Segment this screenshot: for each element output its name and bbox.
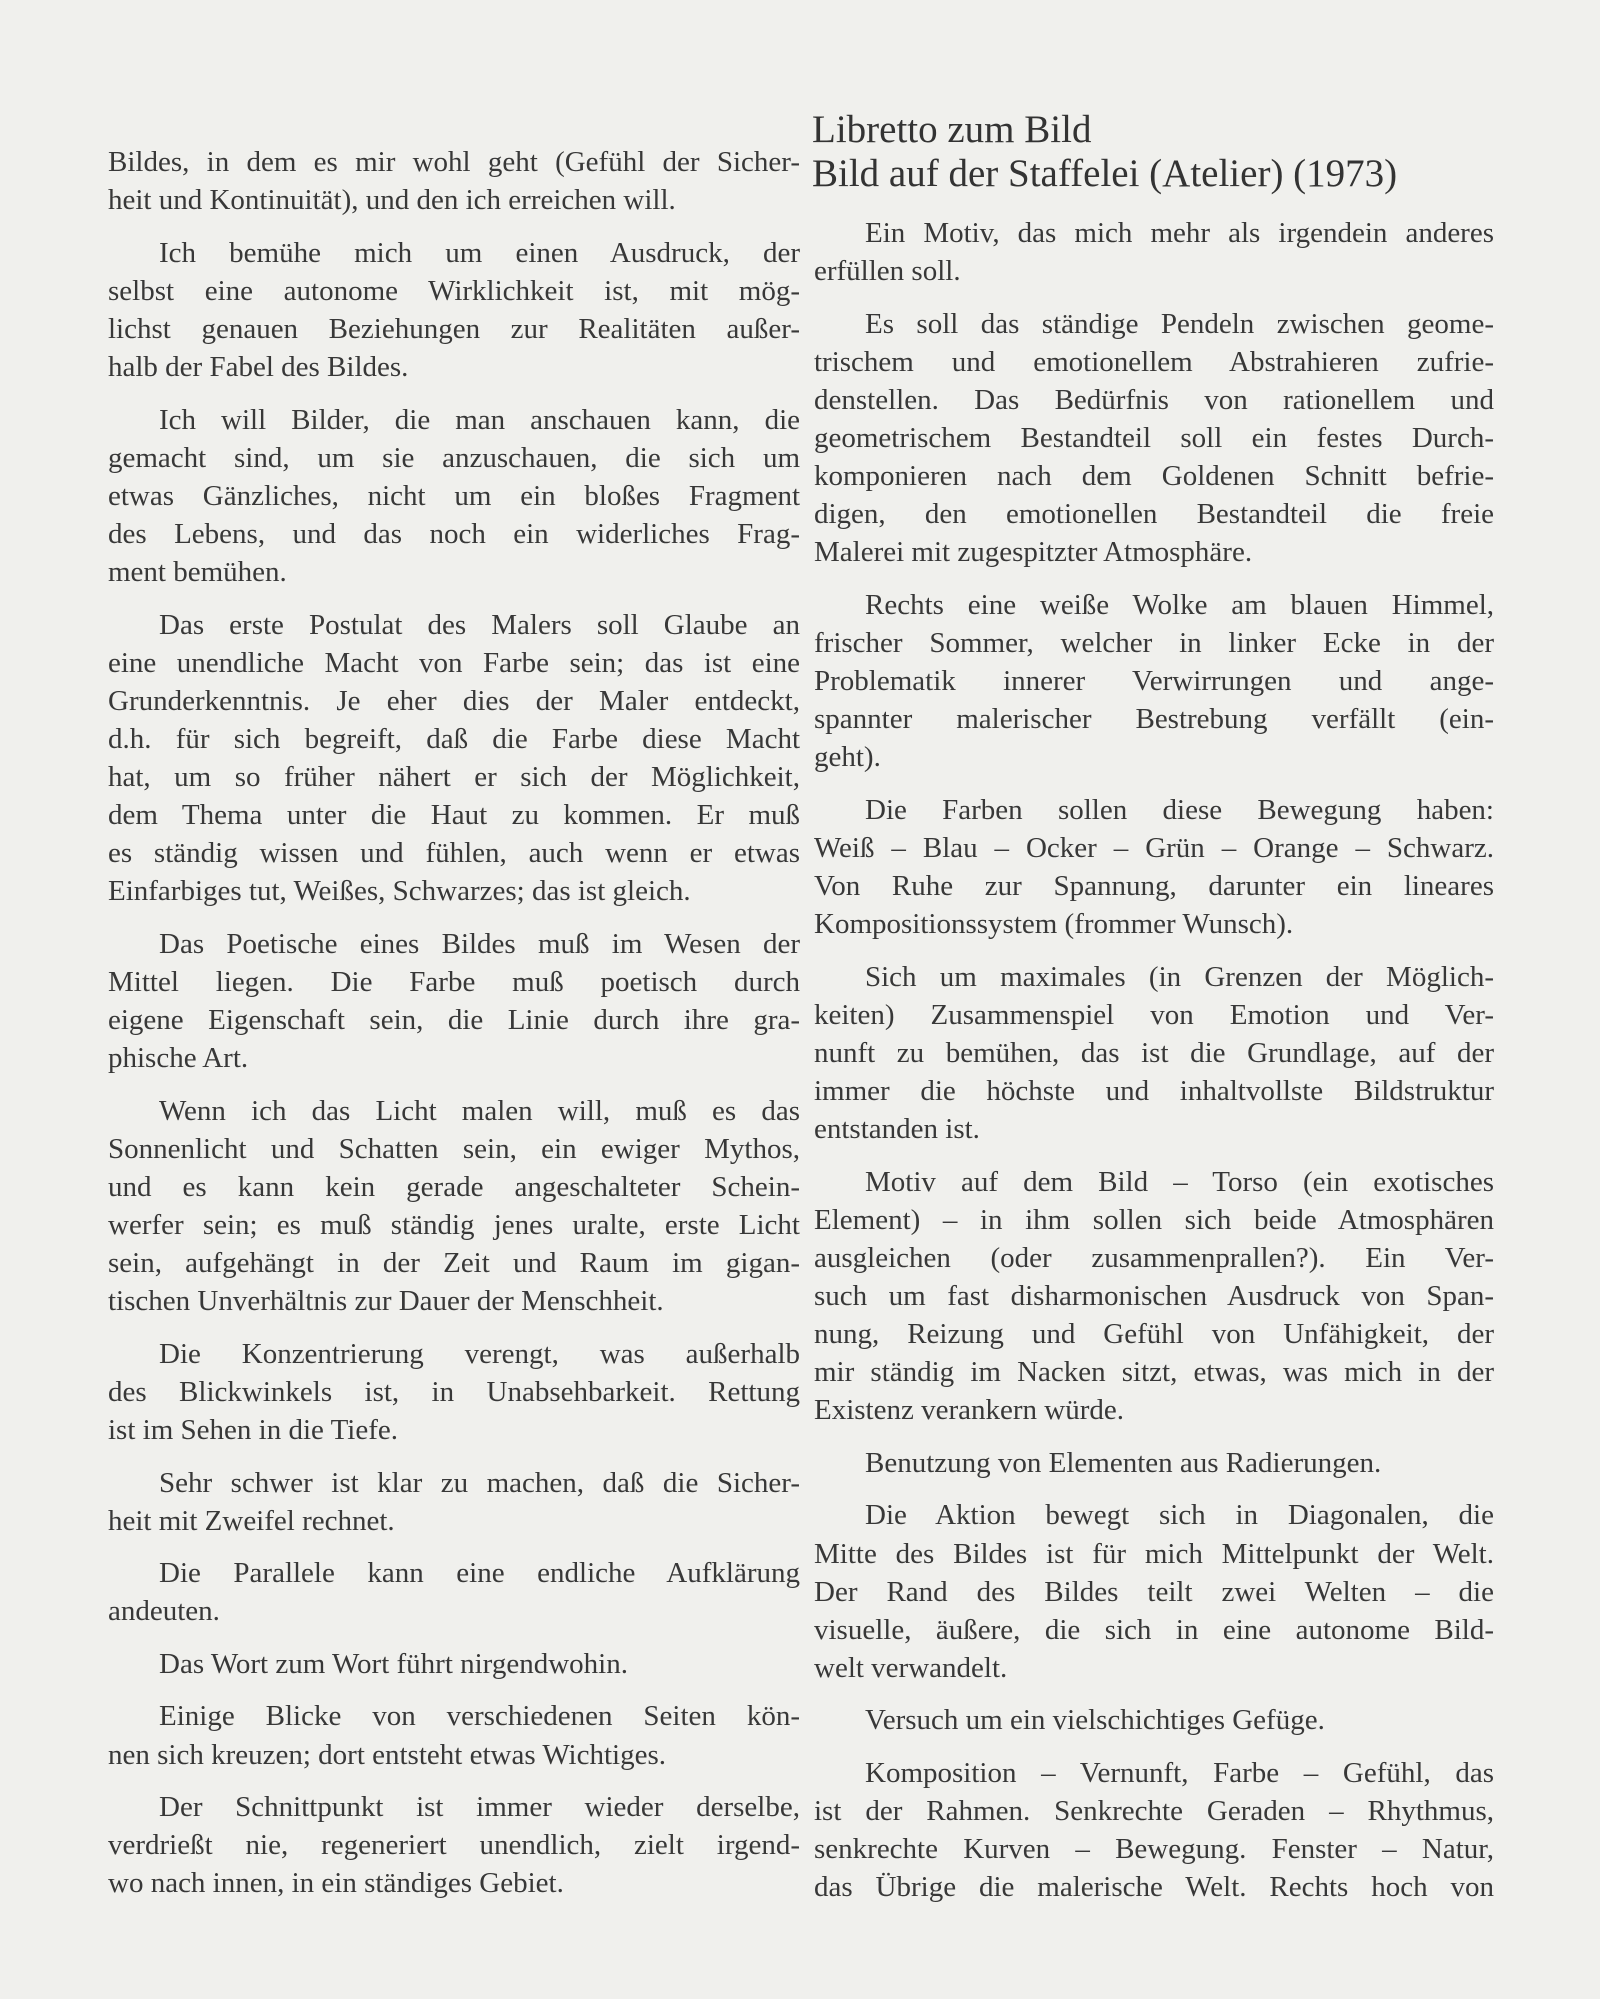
- text-line: nunft zu bemühen, das ist die Grundlage, auf der: [814, 1036, 1494, 1069]
- text-line: Sich um maximales (in Grenzen der Möglich-: [865, 960, 1494, 993]
- paragraph: [108, 143, 800, 219]
- text-line: hat, um so früher nähert er sich der Möglichkeit,: [108, 760, 800, 793]
- text-line: Einfarbiges tut, Weißes, Schwarzes; das ist gleich.: [108, 875, 691, 908]
- text-line: Versuch um ein vielschichtiges Gefüge.: [865, 1704, 1325, 1737]
- paragraph: [814, 305, 1494, 572]
- text-line: ist der Rahmen. Senkrechte Geraden – Rhythmus,: [814, 1795, 1494, 1828]
- paragraph: [108, 1092, 800, 1321]
- text-line: Weiß – Blau – Ocker – Grün – Orange – Schwarz.: [814, 831, 1494, 864]
- text-line: nen sich kreuzen; dort entsteht etwas Wichtiges.: [108, 1738, 666, 1771]
- text-line: Ich bemühe mich um einen Ausdruck, der: [159, 236, 800, 269]
- paragraph: [814, 1754, 1494, 1906]
- paragraph: [108, 1697, 800, 1773]
- paragraph: [108, 401, 800, 591]
- text-line: Grunderkenntnis. Je eher dies der Maler entdeckt,: [108, 684, 800, 717]
- paragraph: [108, 1464, 800, 1540]
- text-line: entstanden ist.: [814, 1113, 980, 1146]
- text-line: und es kann kein gerade angeschalteter Schein-: [108, 1170, 800, 1203]
- text-line: Wenn ich das Licht malen will, muß es das: [159, 1094, 800, 1127]
- text-line: keiten) Zusammenspiel von Emotion und Ver-: [814, 998, 1494, 1031]
- text-line: welt verwandelt.: [814, 1651, 1008, 1684]
- text-line: Die Farben sollen diese Bewegung haben:: [865, 793, 1494, 826]
- text-line: ausgleichen (oder zusammenprallen?). Ein Ver-: [814, 1241, 1494, 1274]
- paragraph: [814, 1163, 1494, 1430]
- text-line: Motiv auf dem Bild – Torso (ein exotisches: [865, 1165, 1494, 1198]
- paragraph: [814, 1701, 1494, 1739]
- section-title: [812, 108, 1532, 196]
- text-line: Die Aktion bewegt sich in Diagonalen, die: [865, 1499, 1494, 1532]
- text-line: Problematik innerer Verwirrungen und ange-: [814, 665, 1494, 698]
- text-line: Die Parallele kann eine endliche Aufklärung: [159, 1557, 800, 1590]
- text-line: selbst eine autonome Wirklichkeit ist, mit mög-: [108, 274, 800, 307]
- paragraph: [814, 1444, 1494, 1482]
- text-line: mir ständig im Nacken sitzt, etwas, was mich in der: [814, 1356, 1494, 1389]
- text-line: phische Art.: [108, 1042, 249, 1075]
- text-line: Existenz verankern würde.: [814, 1394, 1125, 1427]
- text-line: Mittel liegen. Die Farbe muß poetisch durch: [108, 965, 800, 998]
- text-line: geometrischem Bestandteil soll ein festes Durch-: [814, 421, 1494, 454]
- text-line: ment bemühen.: [108, 555, 287, 588]
- text-line: such um fast disharmonischen Ausdruck von Span-: [814, 1279, 1494, 1312]
- text-line: heit und Kontinuität), und den ich erreichen will.: [108, 184, 676, 217]
- text-line: heit mit Zweifel rechnet.: [108, 1504, 395, 1537]
- text-line: Einige Blicke von verschiedenen Seiten kön-: [159, 1700, 800, 1733]
- text-line: Die Konzentrierung verengt, was außerhalb: [159, 1337, 800, 1370]
- text-line: Das Wort zum Wort führt nirgendwohin.: [159, 1647, 628, 1680]
- text-line: Sehr schwer ist klar zu machen, daß die Sicher-: [159, 1466, 800, 1499]
- section-subtitle-line: Bild auf der Staffelei (Atelier) (1973): [812, 152, 1398, 195]
- text-line: lichst genauen Beziehungen zur Realitäten außer-: [108, 312, 800, 345]
- text-line: tischen Unverhältnis zur Dauer der Menschheit.: [108, 1285, 664, 1318]
- text-line: Ich will Bilder, die man anschauen kann, die: [159, 403, 800, 436]
- text-line: dem Thema unter die Haut zu kommen. Er muß: [108, 799, 800, 831]
- text-line: senkrechte Kurven – Bewegung. Fenster – Natur,: [814, 1833, 1494, 1866]
- text-line: Bildes, in dem es mir wohl geht (Gefühl der Sicher-: [108, 146, 800, 178]
- text-line: denstellen. Das Bedürfnis von rationellem und: [814, 383, 1494, 416]
- text-line: visuelle, äußere, die sich in eine autonome Bild-: [814, 1613, 1494, 1646]
- paragraph: [814, 1496, 1494, 1686]
- text-line: des Lebens, und das noch ein widerliches Frag-: [108, 517, 800, 550]
- text-line: Mitte des Bildes ist für mich Mittelpunkt der Welt.: [814, 1537, 1494, 1570]
- text-line: andeuten.: [108, 1595, 220, 1628]
- text-line: geht).: [814, 741, 881, 774]
- text-line: Komposition – Vernunft, Farbe – Gefühl, das: [865, 1756, 1494, 1789]
- text-line: es ständig wissen und fühlen, auch wenn er etwas: [108, 837, 800, 870]
- paragraph: [814, 958, 1494, 1148]
- paragraph: [108, 234, 800, 386]
- paragraph: [108, 1335, 800, 1449]
- text-line: erfüllen soll.: [814, 255, 961, 288]
- paragraph: [108, 925, 800, 1077]
- text-line: etwas Gänzliches, nicht um ein bloßes Fragment: [108, 479, 800, 512]
- text-line: immer die höchste und inhaltvollste Bildstruktur: [814, 1074, 1494, 1107]
- left-column: [108, 143, 800, 1917]
- text-line: Ein Motiv, das mich mehr als irgendein anderes: [865, 217, 1494, 249]
- paragraph: [814, 791, 1494, 943]
- paragraph: [108, 606, 800, 911]
- paragraph: [108, 1645, 800, 1683]
- paragraph: [108, 1788, 800, 1902]
- text-line: Kompositionssystem (frommer Wunsch).: [814, 908, 1294, 941]
- paragraph: [108, 1554, 800, 1630]
- text-line: gemacht sind, um sie anzuschauen, die sich um: [108, 441, 800, 474]
- text-line: halb der Fabel des Bildes.: [108, 350, 409, 383]
- text-line: nung, Reizung und Gefühl von Unfähigkeit, der: [814, 1318, 1494, 1351]
- text-line: trischem und emotionellem Abstrahieren zufrie-: [814, 345, 1494, 378]
- text-line: sein, aufgehängt in der Zeit und Raum im gigan-: [108, 1247, 800, 1280]
- text-line: werfer sein; es muß ständig jenes uralte, erste Licht: [108, 1208, 800, 1241]
- text-line: Von Ruhe zur Spannung, darunter ein lineares: [814, 870, 1494, 902]
- text-line: Benutzung von Elementen aus Radierungen.: [865, 1446, 1382, 1479]
- text-line: ist im Sehen in die Tiefe.: [108, 1413, 398, 1446]
- right-column: [814, 214, 1494, 1921]
- text-line: verdrießt nie, regeneriert unendlich, zielt irgend-: [108, 1829, 800, 1862]
- text-line: Der Rand des Bildes teilt zwei Welten – die: [814, 1575, 1494, 1608]
- paragraph: [814, 214, 1494, 290]
- paragraph: [814, 586, 1494, 776]
- text-line: Es soll das ständige Pendeln zwischen geome-: [865, 307, 1494, 340]
- text-line: digen, den emotionellen Bestandteil die freie: [814, 498, 1494, 531]
- section-title-line: Libretto zum Bild: [812, 108, 1092, 151]
- text-line: des Blickwinkels ist, in Unabsehbarkeit. Rettung: [108, 1375, 800, 1408]
- text-line: das Übrige die malerische Welt. Rechts hoch von: [814, 1871, 1494, 1904]
- text-line: Sonnenlicht und Schatten sein, ein ewiger Mythos,: [108, 1132, 800, 1165]
- text-line: eine unendliche Macht von Farbe sein; das ist eine: [108, 646, 800, 679]
- text-line: Malerei mit zugespitzter Atmosphäre.: [814, 536, 1253, 569]
- text-line: komponieren nach dem Goldenen Schnitt befrie-: [814, 460, 1494, 493]
- text-line: d.h. für sich begreift, daß die Farbe diese Macht: [108, 722, 800, 755]
- text-line: Der Schnittpunkt ist immer wieder derselbe,: [159, 1791, 800, 1824]
- text-line: Das erste Postulat des Malers soll Glaube an: [159, 608, 800, 641]
- text-line: Das Poetische eines Bildes muß im Wesen der: [159, 927, 800, 960]
- text-line: Element) – in ihm sollen sich beide Atmosphären: [814, 1203, 1494, 1236]
- text-line: frischer Sommer, welcher in linker Ecke in der: [814, 626, 1494, 659]
- text-line: eigene Eigenschaft sein, die Linie durch ihre gra-: [108, 1003, 800, 1036]
- text-line: wo nach innen, in ein ständiges Gebiet.: [108, 1867, 564, 1900]
- text-line: Rechts eine weiße Wolke am blauen Himmel,: [865, 588, 1494, 621]
- text-line: spannter malerischer Bestrebung verfällt (ein-: [814, 703, 1494, 736]
